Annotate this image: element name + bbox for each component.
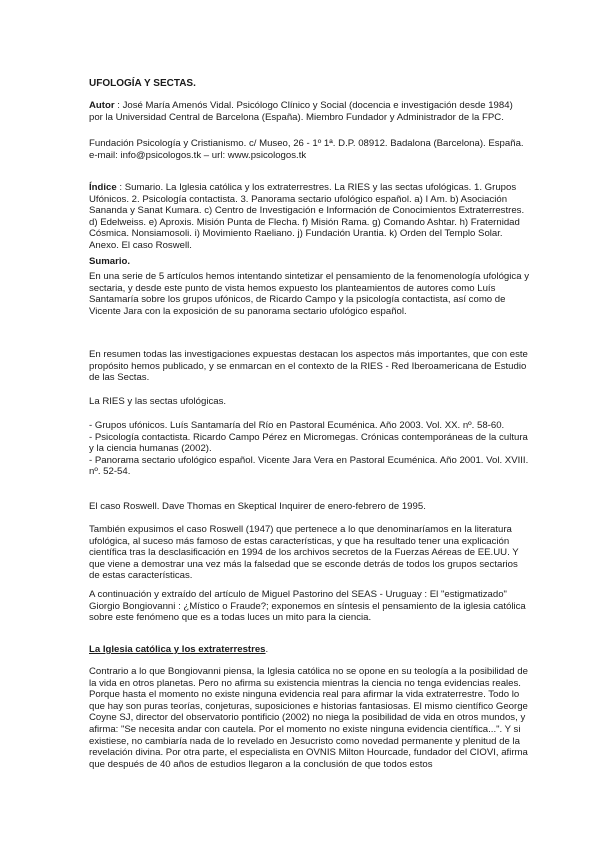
references-list — [89, 420, 529, 478]
sumario-paragraph-2 — [89, 349, 529, 384]
foundation-text: Fundación Psicología y Cristianismo. c/ Museo, 26 - 1º 1ª. D.P. 08912. Badalona (Barcelona). España. e-mail: info@psicologos.tk – url: www.psicologos.tk — [89, 138, 524, 161]
foundation-paragraph — [89, 138, 529, 161]
author-text: : José María Amenós Vidal. Psicólogo Clínico y Social (docencia e investigación desde 1984) por la Universidad Central de Barcelona (España). Miembro Fundador y Administrador de la FPC. — [89, 100, 513, 123]
roswell-line: El caso Roswell. Dave Thomas en Skeptical Inquirer de enero-febrero de 1995. — [89, 501, 426, 512]
iglesia-heading: La Iglesia católica y los extraterrestres — [89, 644, 266, 655]
reference-item: - Grupos ufónicos. Luís Santamaría del Río en Pastoral Ecuménica. Año 2003. Vol. XX. nº. 58-60. — [89, 420, 505, 431]
index-paragraph — [89, 182, 529, 252]
sumario-text-1: En una serie de 5 artículos hemos intentando sintetizar el pensamiento de la fenomenología ufológica y sectaria, y desde este punto de vista hemos expuesto los planteamientos de autores como Luís Santamaría sobre los grupos ufónicos, de Ricardo Campo y la psicología contactista, así como de Vicente Jara con la exposición de su panorama sectario ufológico español. — [89, 271, 529, 317]
iglesia-paragraph — [89, 666, 529, 770]
iglesia-text: Contrario a lo que Bongiovanni piensa, la Iglesia católica no se opone en su teología a la posibilidad de la vida en otros planetas. Pero no afirma su existencia mientras la ciencia no tenga evidencias reales. Porque hasta el momento no existe ninguna evidencia real para afirmar la vida extraterrestre. Todo lo que hay son puras teorías, conjeturas, suposiciones e historias fantasiosas. El mismo científico George Coyne SJ, director del observatorio pontificio (2002) no niega la posibilidad de vida en otros mundos, y afirma: "Se necesita andar con cautela. Por el momento no existe ninguna evidencia científica...". Y si existiese, no cambiaría nada de lo revelado en Jesucristo como novedad permanente y plenitud de la revelación divina. Por otra parte, el especialista en OVNIS Milton Hourcade, fundador del CIOVI, afirma que después de 40 años de estudios llegaron a la conclusión de que todos estos — [89, 666, 528, 770]
reference-item: - Panorama sectario ufológico español. Vicente Jara Vera en Pastoral Ecuménica. Año 2001. Vol. XVIII. nº. 52-54. — [89, 454, 529, 478]
index-text: : Sumario. La Iglesia católica y los extraterrestres. La RIES y las sectas ufológicas. 1. Grupos Ufónicos. 2. Psicología contactista. 3. Panorama sectario ufológico español. a) I Am. b) Asociación Sananda y Sanat Kumara. c) Centro de Investigación e Información de Conocimientos Extraterrestres. d) Edelweiss. e) Aproxis. Misión Punta de Flecha. f) Misión Rama. g) Comando Ashtar. h) Fraternidad Cósmica. Nonsiamosoli. i) Movimiento Raeliano. j) Fundación Urantia. k) Orden del Templo Solar. Anexo. El caso Roswell. — [89, 182, 525, 251]
document-title: UFOLOGÍA Y SECTAS. — [89, 78, 196, 89]
sumario-text-2: En resumen todas las investigaciones expuestas destacan los aspectos más importantes, que con este propósito hemos publicado, y se enmarcan en el contexto de la RIES - Red Iberoamericana de Estudio de las Sectas. — [89, 349, 528, 384]
iglesia-heading-tail: . — [265, 644, 269, 655]
roswell-text: También expusimos el caso Roswell (1947) que pertenece a lo que denominaríamos en la literatura ufológica, al suceso más famoso de estas características, y que ha resultado tener una explicación científica tras la desclasificación en 1994 de los archivos secretos de la Fuerzas Aéreas de EE.UU. Y que viene a demostrar una vez más la falsedad que se esconde detrás de todos los grupos sectarios de estas características. — [89, 524, 519, 582]
continuation-text: A continuación y extraído del artículo de Miguel Pastorino del SEAS - Uruguay : El "estigmatizado" Giorgio Bongiovanni : ¿Místico o Fraude?; exponemos en síntesis el pensamiento de la iglesia católica sobre este fenómeno que es a todas luces un mito para la ciencia. — [89, 589, 526, 624]
ries-heading: La RIES y las sectas ufológicas. — [89, 396, 227, 407]
author-paragraph — [89, 100, 529, 123]
reference-item: - Psicología contactista. Ricardo Campo Pérez en Micromegas. Crónicas contemporáneas de la cultura y la ciencia humanas (2002). — [89, 431, 528, 455]
roswell-paragraph — [89, 524, 529, 582]
sumario-paragraph-1 — [89, 271, 529, 317]
iglesia-heading-line — [89, 644, 529, 656]
author-label: Autor — [89, 100, 115, 111]
continuation-paragraph — [89, 589, 529, 624]
sumario-heading: Sumario. — [89, 256, 131, 267]
index-label: Índice — [89, 182, 117, 193]
